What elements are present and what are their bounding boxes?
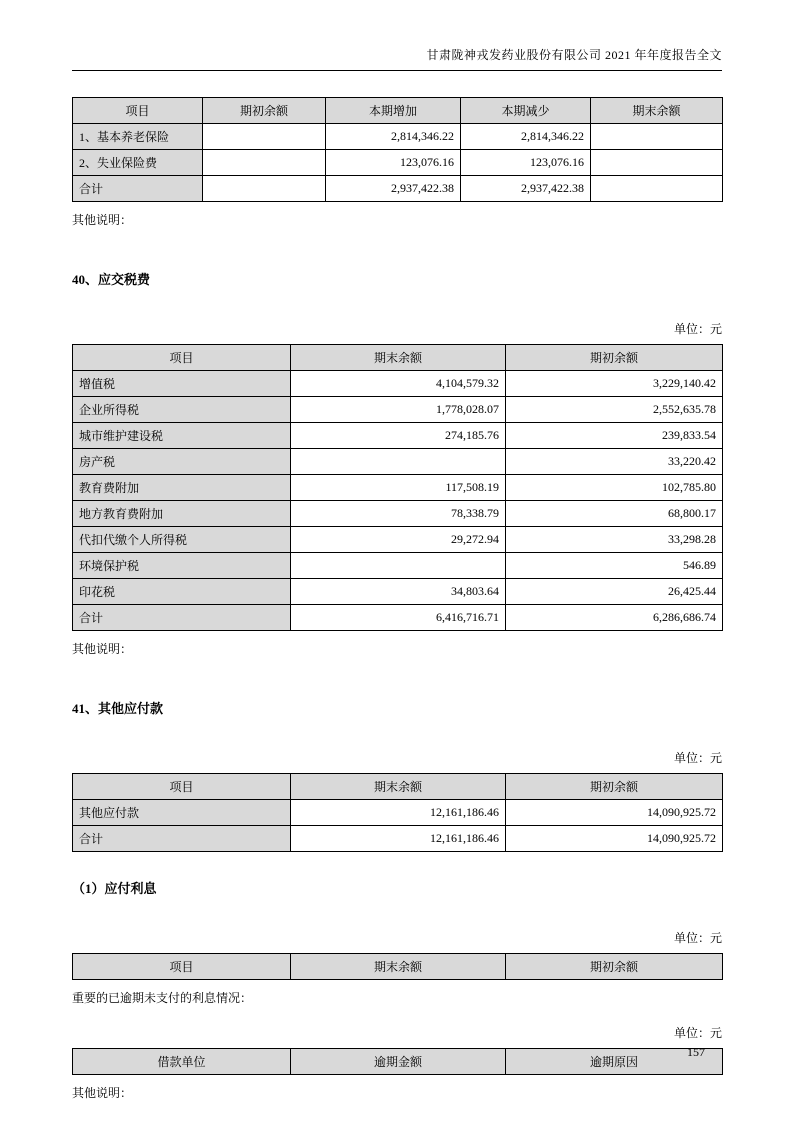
subsection-heading-interest: （1）应付利息 <box>72 881 157 896</box>
value-cell: 4,104,579.32 <box>291 371 506 397</box>
value-cell <box>203 150 326 176</box>
row-label-cell: 合计 <box>73 826 291 852</box>
row-label-cell: 1、基本养老保险 <box>73 124 203 150</box>
value-cell <box>203 124 326 150</box>
value-cell: 6,286,686.74 <box>506 605 723 631</box>
row-label-cell: 代扣代缴个人所得税 <box>73 527 291 553</box>
table-row <box>73 475 723 501</box>
unit-label: 单位：元 <box>673 322 722 336</box>
table-header-row <box>73 954 723 980</box>
row-label-cell: 房产税 <box>73 449 291 475</box>
value-cell <box>291 553 506 579</box>
row-label-cell: 增值税 <box>73 371 291 397</box>
value-cell: 2,937,422.38 <box>326 176 461 202</box>
column-header: 项目 <box>73 954 291 980</box>
page-number: 157 <box>687 1045 705 1059</box>
row-label-cell: 其他应付款 <box>73 800 291 826</box>
column-header: 本期增加 <box>326 98 461 124</box>
tax-table <box>72 344 723 631</box>
value-cell <box>291 449 506 475</box>
column-header: 逾期金额 <box>291 1049 506 1075</box>
table-row <box>73 397 723 423</box>
column-header: 期初余额 <box>203 98 326 124</box>
insurance-table <box>72 97 723 202</box>
column-header: 借款单位 <box>73 1049 291 1075</box>
column-header: 期初余额 <box>506 954 723 980</box>
value-cell: 6,416,716.71 <box>291 605 506 631</box>
table-row <box>73 423 723 449</box>
column-header: 期末余额 <box>591 98 723 124</box>
column-header: 期初余额 <box>506 345 723 371</box>
column-header: 逾期原因 <box>506 1049 723 1075</box>
value-cell: 29,272.94 <box>291 527 506 553</box>
table-header-row <box>73 774 723 800</box>
table-header-row <box>73 345 723 371</box>
value-cell <box>591 150 723 176</box>
value-cell: 14,090,925.72 <box>506 826 723 852</box>
value-cell: 3,229,140.42 <box>506 371 723 397</box>
table-row <box>73 371 723 397</box>
unit-label: 单位：元 <box>673 751 722 765</box>
value-cell: 33,220.42 <box>506 449 723 475</box>
column-header: 期末余额 <box>291 954 506 980</box>
table-row <box>73 150 723 176</box>
column-header: 期末余额 <box>291 345 506 371</box>
row-label-cell: 城市维护建设税 <box>73 423 291 449</box>
column-header: 本期减少 <box>461 98 591 124</box>
row-label-cell: 环境保护税 <box>73 553 291 579</box>
value-cell <box>591 124 723 150</box>
table-row <box>73 579 723 605</box>
row-label-cell: 合计 <box>73 605 291 631</box>
value-cell: 102,785.80 <box>506 475 723 501</box>
other-payables-table <box>72 773 723 852</box>
table-row <box>73 527 723 553</box>
value-cell <box>591 176 723 202</box>
value-cell: 123,076.16 <box>461 150 591 176</box>
column-header: 期初余额 <box>506 774 723 800</box>
report-header-title: 甘肃陇神戎发药业股份有限公司 2021 年年度报告全文 <box>72 46 722 71</box>
column-header: 项目 <box>73 98 203 124</box>
table-header-row <box>73 98 723 124</box>
column-header: 期末余额 <box>291 774 506 800</box>
value-cell: 12,161,186.46 <box>291 800 506 826</box>
other-note-text: 其他说明： <box>72 213 133 227</box>
table-row <box>73 800 723 826</box>
table-row-total <box>73 605 723 631</box>
value-cell: 68,800.17 <box>506 501 723 527</box>
section-heading-40: 40、应交税费 <box>72 272 151 287</box>
value-cell: 2,814,346.22 <box>461 124 591 150</box>
value-cell: 546.89 <box>506 553 723 579</box>
table-row <box>73 124 723 150</box>
row-label-cell: 企业所得税 <box>73 397 291 423</box>
row-label-cell: 地方教育费附加 <box>73 501 291 527</box>
value-cell: 117,508.19 <box>291 475 506 501</box>
value-cell: 2,814,346.22 <box>326 124 461 150</box>
value-cell: 274,185.76 <box>291 423 506 449</box>
value-cell: 123,076.16 <box>326 150 461 176</box>
row-label-cell: 2、失业保险费 <box>73 150 203 176</box>
value-cell: 2,552,635.78 <box>506 397 723 423</box>
overdue-note-text: 重要的已逾期未支付的利息情况： <box>72 991 253 1005</box>
table-row <box>73 501 723 527</box>
row-label-cell: 印花税 <box>73 579 291 605</box>
value-cell: 26,425.44 <box>506 579 723 605</box>
table-row <box>73 553 723 579</box>
value-cell: 12,161,186.46 <box>291 826 506 852</box>
value-cell: 239,833.54 <box>506 423 723 449</box>
value-cell: 33,298.28 <box>506 527 723 553</box>
value-cell <box>203 176 326 202</box>
row-label-cell: 教育费附加 <box>73 475 291 501</box>
table-row <box>73 449 723 475</box>
table-row-total <box>73 826 723 852</box>
column-header: 项目 <box>73 345 291 371</box>
value-cell: 2,937,422.38 <box>461 176 591 202</box>
unit-label: 单位：元 <box>673 1026 722 1040</box>
overdue-interest-table <box>72 1048 723 1075</box>
interest-payable-table <box>72 953 723 980</box>
unit-label: 单位：元 <box>673 931 722 945</box>
value-cell: 78,338.79 <box>291 501 506 527</box>
value-cell: 1,778,028.07 <box>291 397 506 423</box>
table-row-total <box>73 176 723 202</box>
section-heading-41: 41、其他应付款 <box>72 701 164 716</box>
table-header-row <box>73 1049 723 1075</box>
other-note-text: 其他说明： <box>72 1086 133 1100</box>
value-cell: 14,090,925.72 <box>506 800 723 826</box>
other-note-text: 其他说明： <box>72 642 133 656</box>
value-cell: 34,803.64 <box>291 579 506 605</box>
column-header: 项目 <box>73 774 291 800</box>
row-label-cell: 合计 <box>73 176 203 202</box>
